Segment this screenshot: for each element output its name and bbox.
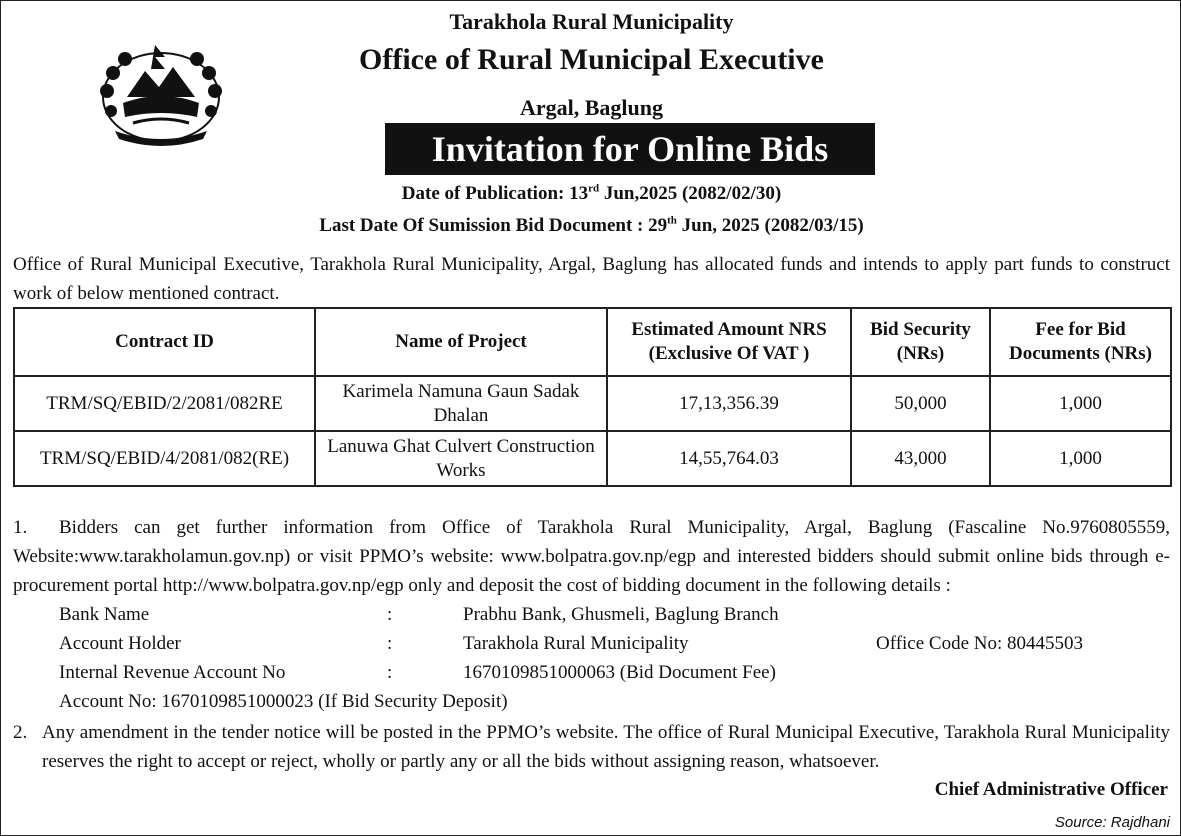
estimated-amount-cell: 17,13,356.39 xyxy=(607,376,851,431)
header-project-name: Name of Project xyxy=(315,308,607,376)
notice-title: Invitation for Online Bids xyxy=(385,123,875,175)
revenue-account-row xyxy=(13,658,1170,687)
note-1-number: 1. xyxy=(13,517,28,538)
header-bid-fee: Fee for Bid Documents (NRs) xyxy=(990,308,1171,376)
security-account-row xyxy=(13,687,1170,716)
bank-name-row xyxy=(13,600,1170,629)
table-row xyxy=(14,431,1171,486)
security-account-number: Account No: 1670109851000023 (If Bid Security Deposit) xyxy=(59,691,508,712)
note-2 xyxy=(13,718,1170,776)
account-holder-row xyxy=(13,629,1170,658)
header-contract-id: Contract ID xyxy=(14,308,315,376)
account-holder-label: Account Holder xyxy=(59,633,181,654)
note-2-number: 2. xyxy=(13,722,28,743)
intro-paragraph: Office of Rural Municipal Executive, Tarakhola Rural Municipality, Argal, Baglung has allocated funds and intends to apply part funds to construct work of below mentioned contract. xyxy=(13,254,1170,304)
bank-name-value: Prabhu Bank, Ghusmeli, Baglung Branch xyxy=(463,604,779,625)
publication-date: Date of Publication: 13rd Jun,2025 (2082/02/30) xyxy=(401,182,782,204)
revenue-account-value: 1670109851000063 (Bid Document Fee) xyxy=(463,662,776,683)
project-name-cell: Karimela Namuna Gaun Sadak Dhalan xyxy=(315,376,607,431)
office-name: Office of Rural Municipal Executive xyxy=(359,43,824,76)
note-1-text: Bidders can get further information from Office of Tarakhola Rural Municipality, Argal, Baglung (Fascaline No.9760805559, Website:www.tarakholamun.gov.np) or visit PPMO’s website: www.bolpatra.gov.np/egp and interested bidders should submit online bids through e-procurement portal http://www.bolpatra.gov.np/egp only and deposit the cost of bidding document in the following details : xyxy=(13,517,1170,596)
contract-table xyxy=(13,307,1172,487)
revenue-account-label: Internal Revenue Account No xyxy=(59,662,286,683)
account-holder-value: Tarakhola Rural Municipality xyxy=(463,633,689,654)
office-code: Office Code No: 80445503 xyxy=(876,633,1084,654)
header-bid-security: Bid Security (NRs) xyxy=(851,308,990,376)
bid-fee-cell: 1,000 xyxy=(990,431,1171,486)
separator-colon: : xyxy=(387,604,393,625)
header-estimated-amount: Estimated Amount NRS (Exclusive Of VAT ) xyxy=(607,308,851,376)
bank-name-label: Bank Name xyxy=(59,604,150,625)
contract-id-cell: TRM/SQ/EBID/2/2081/082RE xyxy=(14,376,315,431)
separator-colon: : xyxy=(387,633,393,654)
note-1 xyxy=(13,513,1170,600)
note-2-text: Any amendment in the tender notice will be posted in the PPMO’s website. The office of Rural Municipal Executive, Tarakhola Rural Municipality reserves the right to accept or reject, wholly or partly any or all the bids without assigning reason, whatsoever. xyxy=(42,722,1170,772)
notes-section xyxy=(13,513,1170,776)
separator-colon: : xyxy=(387,662,393,683)
source-credit: Source: Rajdhani xyxy=(1054,814,1170,831)
contract-id-cell: TRM/SQ/EBID/4/2081/082(RE) xyxy=(14,431,315,486)
table-header-row xyxy=(14,308,1171,376)
organization-name: Tarakhola Rural Municipality xyxy=(449,9,734,34)
bid-security-cell: 50,000 xyxy=(851,376,990,431)
submission-deadline: Last Date Of Sumission Bid Document : 29th Jun, 2025 (2082/03/15) xyxy=(319,214,864,236)
project-name-cell: Lanuwa Ghat Culvert Construction Works xyxy=(315,431,607,486)
estimated-amount-cell: 14,55,764.03 xyxy=(607,431,851,486)
bid-fee-cell: 1,000 xyxy=(990,376,1171,431)
office-location: Argal, Baglung xyxy=(519,95,664,120)
table-row xyxy=(14,376,1171,431)
bid-security-cell: 43,000 xyxy=(851,431,990,486)
signatory: Chief Administrative Officer xyxy=(934,779,1168,800)
